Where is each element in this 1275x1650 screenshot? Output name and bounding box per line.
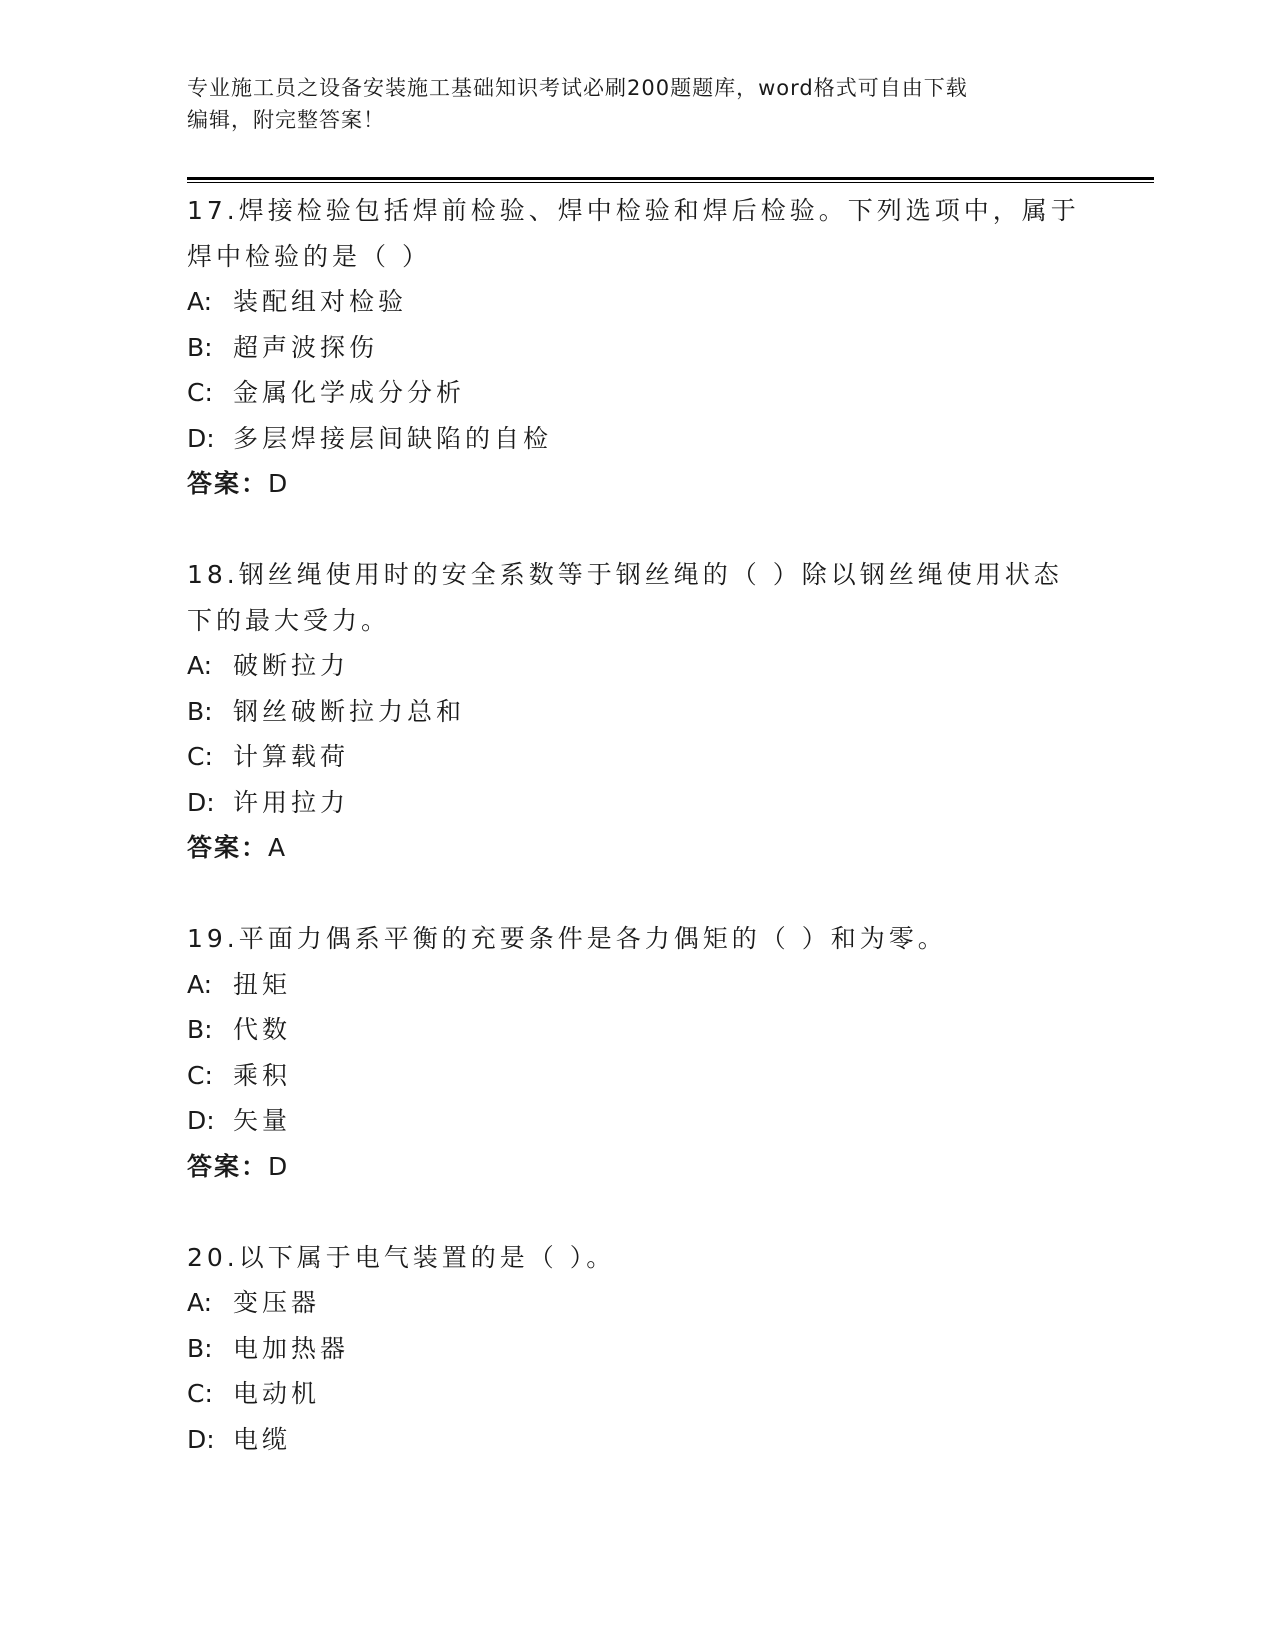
option-text: 电动机 [233, 1379, 321, 1408]
question-18 [187, 552, 1087, 871]
option-text: 扭矩 [233, 969, 292, 999]
spacer [187, 1189, 1087, 1235]
option-letter: B: [187, 332, 213, 362]
option-letter: C: [187, 1060, 213, 1090]
option-text: 矢量 [233, 1106, 292, 1135]
question-stem: 19.平面力偶系平衡的充要条件是各力偶矩的（ ）和为零。 [187, 924, 947, 953]
answer-label: 答案： [187, 1151, 269, 1181]
question-19 [187, 916, 1087, 1189]
option-letter: B: [187, 1333, 213, 1363]
answer-value: D [268, 469, 288, 498]
option-b [187, 1007, 1087, 1053]
option-letter: C: [187, 1379, 213, 1408]
option-text: 破断拉力 [233, 651, 350, 680]
option-letter: C: [187, 378, 213, 407]
answer-value: D [268, 1151, 288, 1181]
option-c [187, 734, 1087, 780]
header-line-2: 编辑，附完整答案！ [187, 108, 385, 132]
option-d [187, 780, 1087, 826]
option-letter: D: [187, 423, 215, 453]
option-text: 多层焊接层间缺陷的自检 [233, 423, 553, 453]
option-text: 乘积 [233, 1060, 292, 1090]
question-stem: 焊中检验的是（ ） [187, 241, 431, 271]
answer-label: 答案： [187, 469, 269, 498]
option-letter: D: [187, 1424, 215, 1454]
option-b [187, 1326, 1087, 1372]
option-a [187, 962, 1087, 1008]
spacer [187, 507, 1087, 553]
option-d [187, 416, 1087, 462]
header-divider-thin [187, 182, 1154, 183]
option-text: 装配组对检验 [233, 287, 408, 316]
question-stem: 18.钢丝绳使用时的安全系数等于钢丝绳的（ ）除以钢丝绳使用状态 [187, 560, 1063, 589]
answer-value: A [268, 833, 286, 862]
option-a [187, 643, 1087, 689]
question-20 [187, 1235, 1087, 1463]
option-letter: D: [187, 787, 215, 817]
option-b [187, 325, 1087, 371]
answer-line [187, 1144, 1087, 1190]
spacer [187, 871, 1087, 917]
option-d [187, 1098, 1087, 1144]
option-text: 许用拉力 [233, 787, 350, 817]
question-17 [187, 188, 1087, 507]
option-a [187, 1280, 1087, 1326]
answer-line [187, 461, 1087, 507]
option-text: 代数 [233, 1015, 292, 1044]
answer-label: 答案： [187, 833, 269, 862]
option-text: 超声波探伤 [233, 332, 379, 362]
option-letter: A: [187, 287, 213, 316]
option-letter: C: [187, 742, 213, 771]
option-c [187, 370, 1087, 416]
option-c [187, 1371, 1087, 1417]
question-stem: 20.以下属于电气装置的是（ ）。 [187, 1242, 616, 1272]
option-letter: A: [187, 651, 213, 680]
header-line-1: 专业施工员之设备安装施工基础知识考试必刷200题题库，word格式可自由下载 [187, 76, 968, 100]
option-text: 金属化学成分分析 [233, 378, 466, 407]
option-text: 计算载荷 [233, 742, 350, 771]
answer-line [187, 825, 1087, 871]
question-list [187, 188, 1087, 1462]
question-stem: 下的最大受力。 [187, 605, 391, 635]
option-a [187, 279, 1087, 325]
document-header [187, 72, 1077, 136]
option-text: 电缆 [233, 1424, 292, 1454]
option-letter: A: [187, 969, 213, 999]
option-text: 钢丝破断拉力总和 [233, 696, 466, 726]
option-b [187, 689, 1087, 735]
option-letter: B: [187, 1015, 213, 1044]
option-text: 电加热器 [233, 1333, 350, 1363]
header-divider-thick [187, 177, 1154, 180]
option-letter: B: [187, 696, 213, 726]
option-letter: A: [187, 1288, 213, 1317]
option-letter: D: [187, 1106, 215, 1135]
question-stem: 17.焊接检验包括焊前检验、焊中检验和焊后检验。下列选项中，属于 [187, 196, 1080, 225]
option-c [187, 1053, 1087, 1099]
option-text: 变压器 [233, 1288, 321, 1317]
option-d [187, 1417, 1087, 1463]
